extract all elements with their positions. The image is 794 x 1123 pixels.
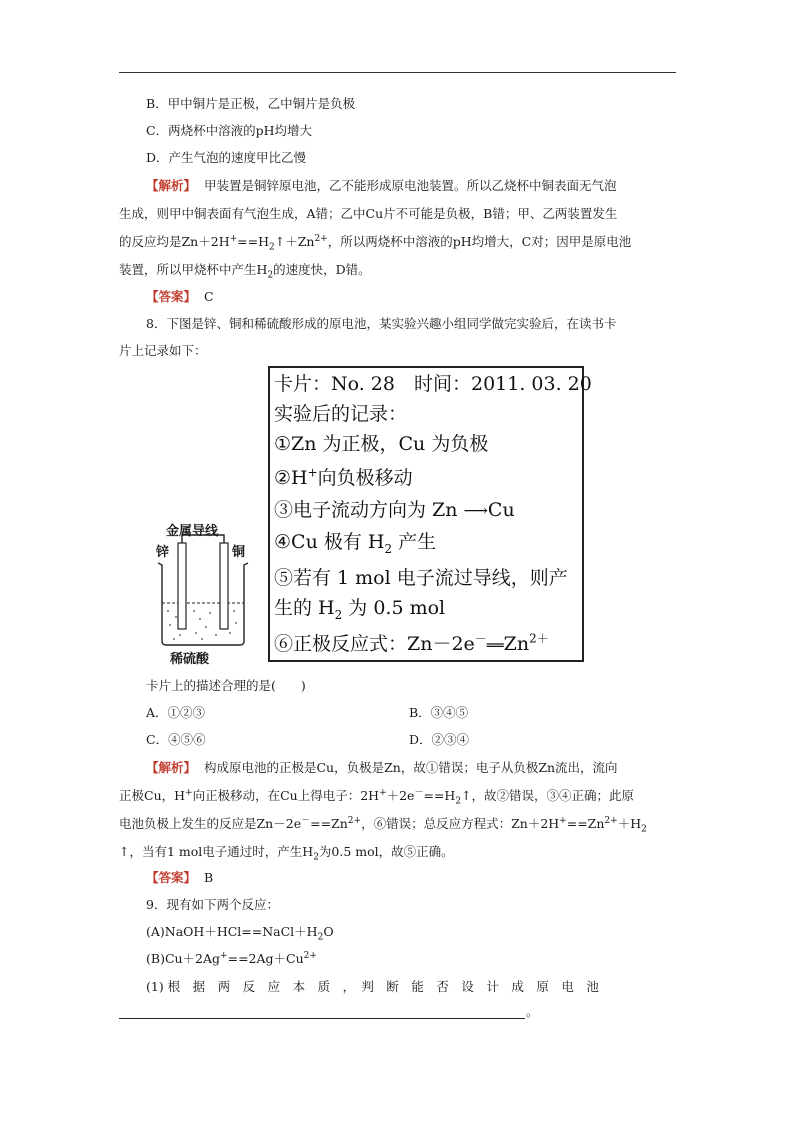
card-line-6: ④Cu 极有 $H_2$ 产生 (274, 531, 437, 556)
q9-stem: 9．现有如下两个反应： (146, 897, 279, 912)
q7-analysis-line-4: 装置，所以甲烧杯中产生$H_2$的速度快，D错。 (119, 262, 371, 281)
q7-option-b: B．甲中铜片是正极，乙中铜片是负极 (146, 96, 356, 111)
q8-stem-line-1: 8．下图是锌、铜和稀硫酸形成的原电池，某实验兴趣小组同学做完实验后，在读书卡 (146, 316, 617, 331)
copper-label: 铜 (232, 545, 246, 560)
q7-analysis-line-1: 【解析】 甲装置是铜锌原电池，乙不能形成原电池装置。所以乙烧杯中铜表面无气泡 (146, 178, 617, 193)
q7-analysis-line-2: 生成，则甲中铜表面有气泡生成，A错；乙中Cu片不可能是负极，B错；甲、乙两装置发生 (119, 206, 618, 221)
q8-option-c: C．④⑤⑥ (146, 732, 206, 747)
card-line-3: ①Zn 为正极，Cu 为负极 (274, 433, 489, 455)
reading-card (268, 366, 592, 662)
q8-analysis-line-4: ↑，当有1 mol电子通过时，产生$H_2$为0.5 mol，故⑤正确。 (119, 844, 454, 863)
q7-option-d: D．产生气泡的速度甲比乙慢 (146, 150, 307, 165)
q7-option-c: C．两烧杯中溶液的pH均增大 (146, 123, 312, 138)
card-line-1: 卡片：No. 28 时间：2011. 03. 20 (274, 373, 592, 395)
q8-option-a: A．①②③ (146, 705, 206, 720)
q8-analysis-line-3: 电池负极上发生的反应是$Zn-2e^-==Zn^{2+}$，⑥错误；总反应方程式：$Zn+2H^+==Zn^{2+}+H_2$ (119, 815, 647, 835)
card-line-5: ③电子流动方向为 Zn ⟶Cu (274, 499, 515, 521)
card-line-9: ⑥正极反应式：$Zn-2e^-══Zn^{2+}$ (274, 631, 549, 655)
analysis-tag: 【解析】 (146, 178, 197, 193)
acid-label: 稀硫酸 (170, 652, 210, 667)
q9-reaction-a: $(A)NaOH+HCl==NaCl+H_2O$ (146, 924, 334, 943)
q8-question: 卡片上的描述合理的是( ) (146, 678, 306, 693)
q8-option-d: D．②③④ (409, 732, 470, 747)
q9-part-1: (1) 根 据 两 反 应 本 质 ， 判 断 能 否 设 计 成 原 电 池 (146, 979, 599, 994)
q8-stem-line-2: 片上记录如下： (119, 343, 207, 358)
answer-tag: 【答案】 (146, 870, 197, 885)
q8-answer: 【答案】 B (146, 870, 214, 885)
analysis-tag: 【解析】 (146, 760, 197, 775)
q9-reaction-b: $(B)Cu+2Ag^+==2Ag+Cu^{2+}$ (146, 950, 317, 966)
card-line-4: ②H+向负极移动 (274, 465, 413, 489)
q7-answer: 【答案】 C (146, 289, 214, 304)
q8-analysis-line-1: 【解析】 构成原电池的正极是Cu，负极是Zn，故①错误；电子从负极Zn流出，流向 (146, 760, 618, 775)
card-line-2: 实验后的记录： (274, 403, 408, 425)
wire-label: 金属导线 (166, 524, 219, 539)
zinc-label: 锌 (156, 545, 170, 560)
answer-tag: 【答案】 (146, 289, 197, 304)
q8-analysis-line-2: 正极Cu，H+向正极移动，在Cu上得电子：$2H^++2e^-==H_2↑$，故②错误，③④正确；此原 (119, 787, 635, 807)
q9-part-1-end: 。 (526, 1004, 539, 1019)
card-line-7: ⑤若有 1 mol 电子流过导线，则产 (274, 567, 568, 589)
arrow-icon: ⟶ (463, 501, 488, 521)
q8-option-b: B．③④⑤ (409, 705, 469, 720)
answer-blank-line (119, 1018, 525, 1019)
header-rule (119, 72, 676, 73)
card-line-8: 生的 $H_2$ 为 0.5 mol (274, 597, 446, 622)
q7-analysis-line-3: 的反应均是$Zn+2H^+==H_2↑+Zn^{2+}$，所以两烧杯中溶液的pH均增大，C对；因甲是原电池 (119, 233, 632, 253)
